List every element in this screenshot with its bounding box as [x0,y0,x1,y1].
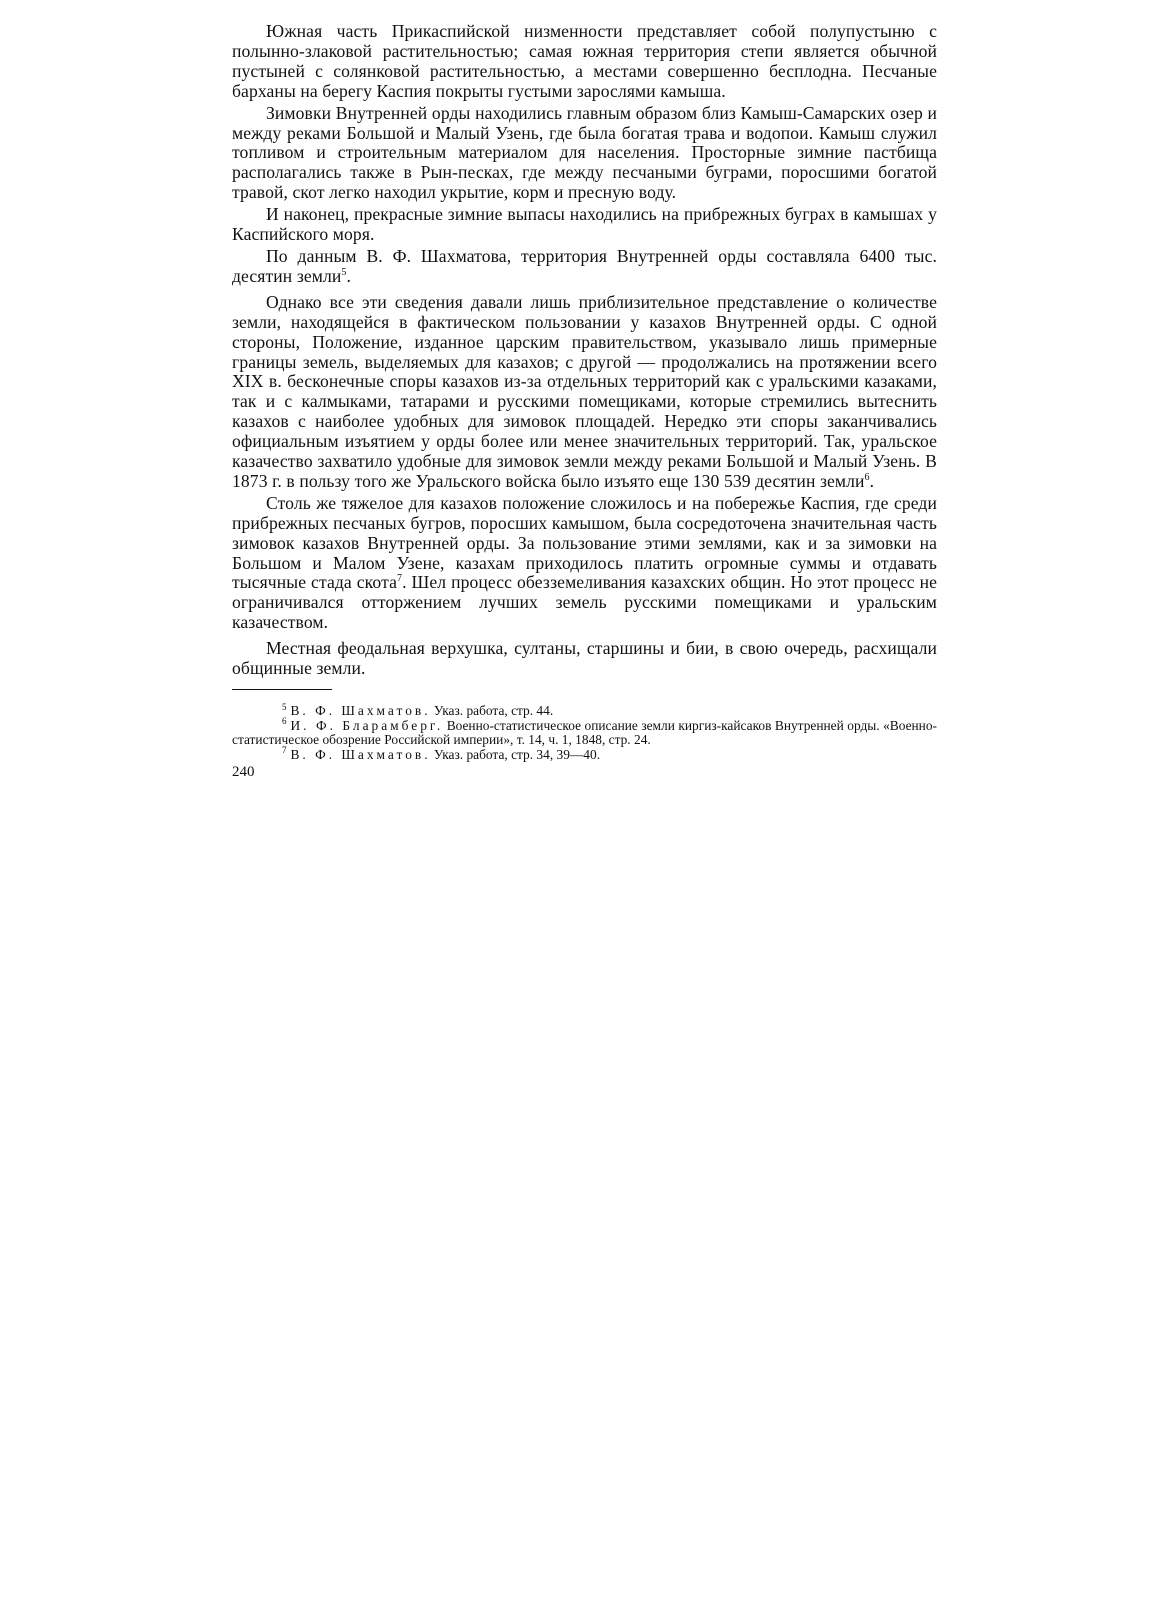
book-page [232,22,937,780]
paragraph [232,104,937,204]
footnote-author: В. Ф. Шахматов. [290,746,431,762]
footnote [232,716,937,748]
paragraph-text: Зимовки Внутренней орды находились главным образом близ Камыш-Самарских озер и между реками Большой и Малый Узень, где была богатая трава и водопои. Камыш служил топливом и строительным материалом для населения. Просторные зимние пастбища располагались также в Рын-песках, где между песчаными буграми, поросшими богатой травой, скот легко находил укрытие, корм и пресную воду. [232,102,937,203]
footnote-text: Военно-статистическое описание земли киргиз-кайсаков Внутренней орды. «Военно-статистическое обозрение Российской империи», т. 14, ч. 1, 1848, стр. 24. [232,717,937,748]
footnote-divider [232,689,332,690]
paragraph [232,639,937,679]
footnote [232,701,937,719]
paragraph-tail: . Шел процесс обезземеливания казахских общин. Но этот процесс не ограничивался отторжением лучших земель русскими помещиками и уральским казачеством. [232,572,937,633]
paragraph [232,494,937,633]
footnote-number: 7 [282,745,287,756]
footnote-text: Указ. работа, стр. 44. [430,703,554,718]
footnote-author: В. Ф. Шахматов. [290,703,431,718]
footnotes [232,701,937,762]
paragraph [232,22,937,102]
footnote-text: Указ. работа, стр. 34, 39—40. [430,746,601,762]
footnote-ref: 6 [864,472,870,484]
footnote-ref: 5 [341,267,347,279]
paragraph-text: Столь же тяжелое для казахов положение сложилось и на побережье Каспия, где среди прибрежных песчаных бугров, поросших камышом, была сосредоточена значительная часть зимовок казахов Внутренней орды. За пользование этими землями, как и за зимовки на Большом и Малом Узене, казахам приходилось платить огромные суммы и отдавать тысячные стада скота [232,492,937,593]
paragraph-text: По данным В. Ф. Шахматова, территория Внутренней орды составляла 6400 тыс. десятин земли [232,245,937,286]
paragraph-text: Южная часть Прикаспийской низменности представляет собой полупустыню с полынно-злаковой растительностью; самая южная территория степи является обычной пустыней с солянковой растительностью, а местами совершенно бесплодна. Песчаные барханы на берегу Каспия покрыты густыми зарослями камыша. [232,21,937,101]
page-number: 240 [232,764,255,781]
footnote-author: И. Ф. Бларамберг. [290,717,444,733]
main-text [232,22,937,679]
paragraph [232,247,937,287]
footnote-number: 5 [282,701,287,712]
paragraph-text: Однако все эти сведения давали лишь приблизительное представление о количестве земли, находящейся в фактическом пользовании у казахов Внутренней орды. С одной стороны, Положение, изданное царским правительством, указывало лишь примерные границы земель, выделяемых для казахов; с другой — продолжались на протяжении всего XIX в. бесконечные споры казахов из-за отдельных территорий как с уральскими казаками, так и с калмыками, татарами и русскими помещиками, которые стремились вытеснить казахов с наиболее удобных для зимовок площадей. Нередко эти споры заканчивались официальным изъятием у орды более или менее значительных территорий. Так, уральское казачество захватило удобные для зимовок земли между реками Большой и Малый Узень. В 1873 г. в пользу того же Уральского войска было изъято еще 130 539 десятин земли [232,291,937,491]
paragraph-text: И наконец, прекрасные зимние выпасы находились на прибрежных буграх в камышах у Каспийского моря. [232,204,937,245]
paragraph [232,293,937,492]
paragraph [232,205,937,245]
paragraph-text: Местная феодальная верхушка, султаны, старшины и бии, в свою очередь, расхищали общинные земли. [232,638,937,679]
footnote-number: 6 [282,716,287,727]
paragraph-tail: . [346,265,352,286]
paragraph-tail: . [869,470,875,491]
footnote [232,745,937,763]
footnote-ref: 7 [396,573,403,585]
